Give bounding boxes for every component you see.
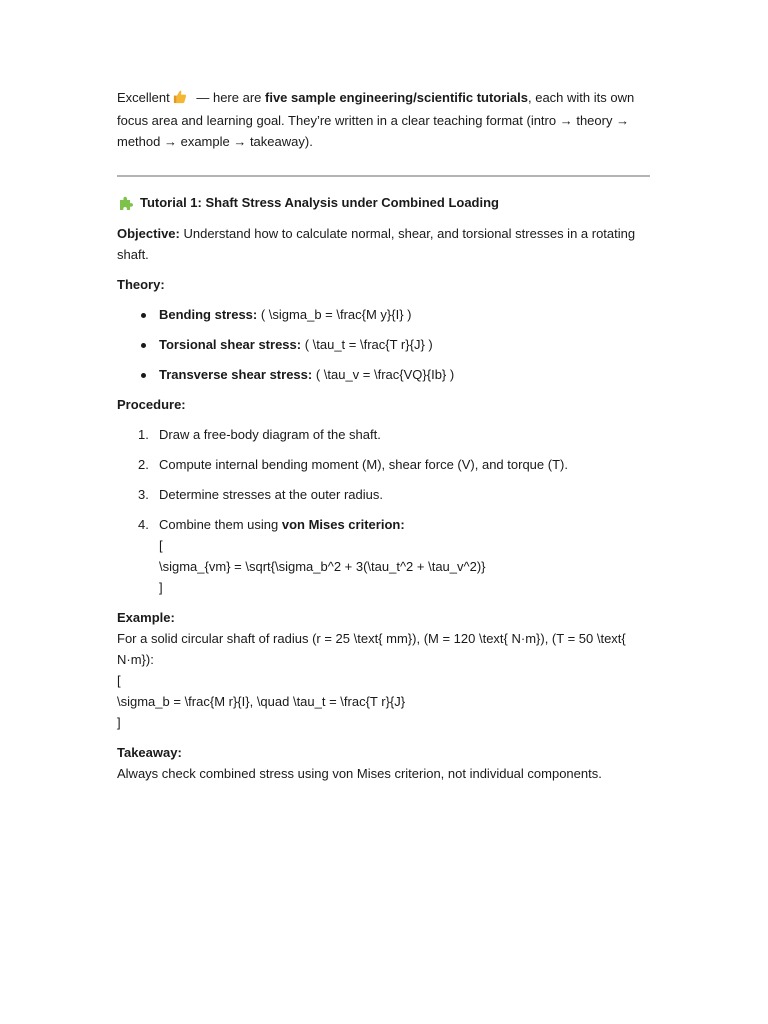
intro-after-bold: , each with its own focus area and learning goal. They’re written in a clear teaching format (intro → theory → method → example → takeaway). (117, 90, 635, 149)
list-item (117, 484, 650, 505)
equation-open: [ (159, 538, 163, 553)
theory-label: Theory: (117, 277, 165, 292)
list-item (117, 424, 650, 445)
takeaway-text: Always check combined stress using von Mises criterion, not individual components. (117, 766, 602, 781)
takeaway-label: Takeaway: (117, 745, 182, 760)
tutorial-heading-text: Tutorial 1: Shaft Stress Analysis under Combined Loading (140, 195, 499, 210)
bullet-dot (141, 373, 146, 378)
document-content (117, 87, 650, 784)
list-item (117, 304, 650, 325)
step-text: Draw a free-body diagram of the shaft. (159, 427, 381, 442)
theory-item-label: Transverse shear stress: (159, 367, 313, 382)
list-item (117, 454, 650, 475)
equation-close: ] (159, 580, 163, 595)
example-equation-open: [ (117, 673, 121, 688)
equation-body: \sigma_{vm} = \sqrt{\sigma_b^2 + 3(\tau_t^2 + \tau_v^2)} (159, 559, 486, 574)
example-text: For a solid circular shaft of radius (r = 25 \text{ mm}), (M = 120 \text{ N·m}), (T = 50 \text{ N·m}): (117, 631, 626, 667)
step-number: 3. (138, 487, 149, 502)
theory-item-label: Torsional shear stress: (159, 337, 302, 352)
step-text: Combine them using (159, 517, 282, 532)
bullet-dot (141, 313, 146, 318)
intro-paragraph (117, 87, 650, 152)
theory-item-label: Bending stress: (159, 307, 258, 322)
horizontal-rule (117, 175, 650, 177)
theory-list (117, 304, 650, 385)
procedure-list (117, 424, 650, 598)
theory-item-text: ( \tau_t = \frac{T r}{J} ) (301, 337, 433, 352)
step-bold-text: von Mises criterion: (281, 517, 405, 532)
example-label: Example: (117, 610, 175, 625)
step-number: 1. (138, 427, 149, 442)
intro-before-bold: — here are (192, 90, 266, 105)
example-equation: \sigma_b = \frac{M r}{I}, \quad \tau_t = \frac{T r}{J} (117, 694, 406, 709)
theory-item-text: ( \sigma_b = \frac{M y}{I} ) (257, 307, 412, 322)
step-number: 4. (138, 517, 149, 532)
intro-lead: Excellent (117, 90, 170, 105)
list-item (117, 514, 650, 598)
bullet-dot (141, 343, 146, 348)
objective-text: Understand how to calculate normal, shear, and torsional stresses in a rotating shaft. (117, 226, 636, 262)
thumbs-up-icon (172, 89, 187, 110)
list-item (117, 334, 650, 355)
tutorial-heading (117, 192, 650, 213)
procedure-label: Procedure: (117, 397, 186, 412)
intro-bold: five sample engineering/scientific tutorials (265, 90, 528, 105)
step-number: 2. (138, 457, 149, 472)
step-text: Determine stresses at the outer radius. (159, 487, 383, 502)
list-item (117, 364, 650, 385)
example-equation-close: ] (117, 715, 121, 730)
theory-item-text: ( \tau_v = \frac{VQ}{Ib} ) (312, 367, 455, 382)
puzzle-piece-icon (118, 195, 134, 211)
step-text: Compute internal bending moment (M), shear force (V), and torque (T). (159, 457, 568, 472)
objective-label: Objective: (117, 226, 180, 241)
objective-paragraph (117, 223, 650, 265)
